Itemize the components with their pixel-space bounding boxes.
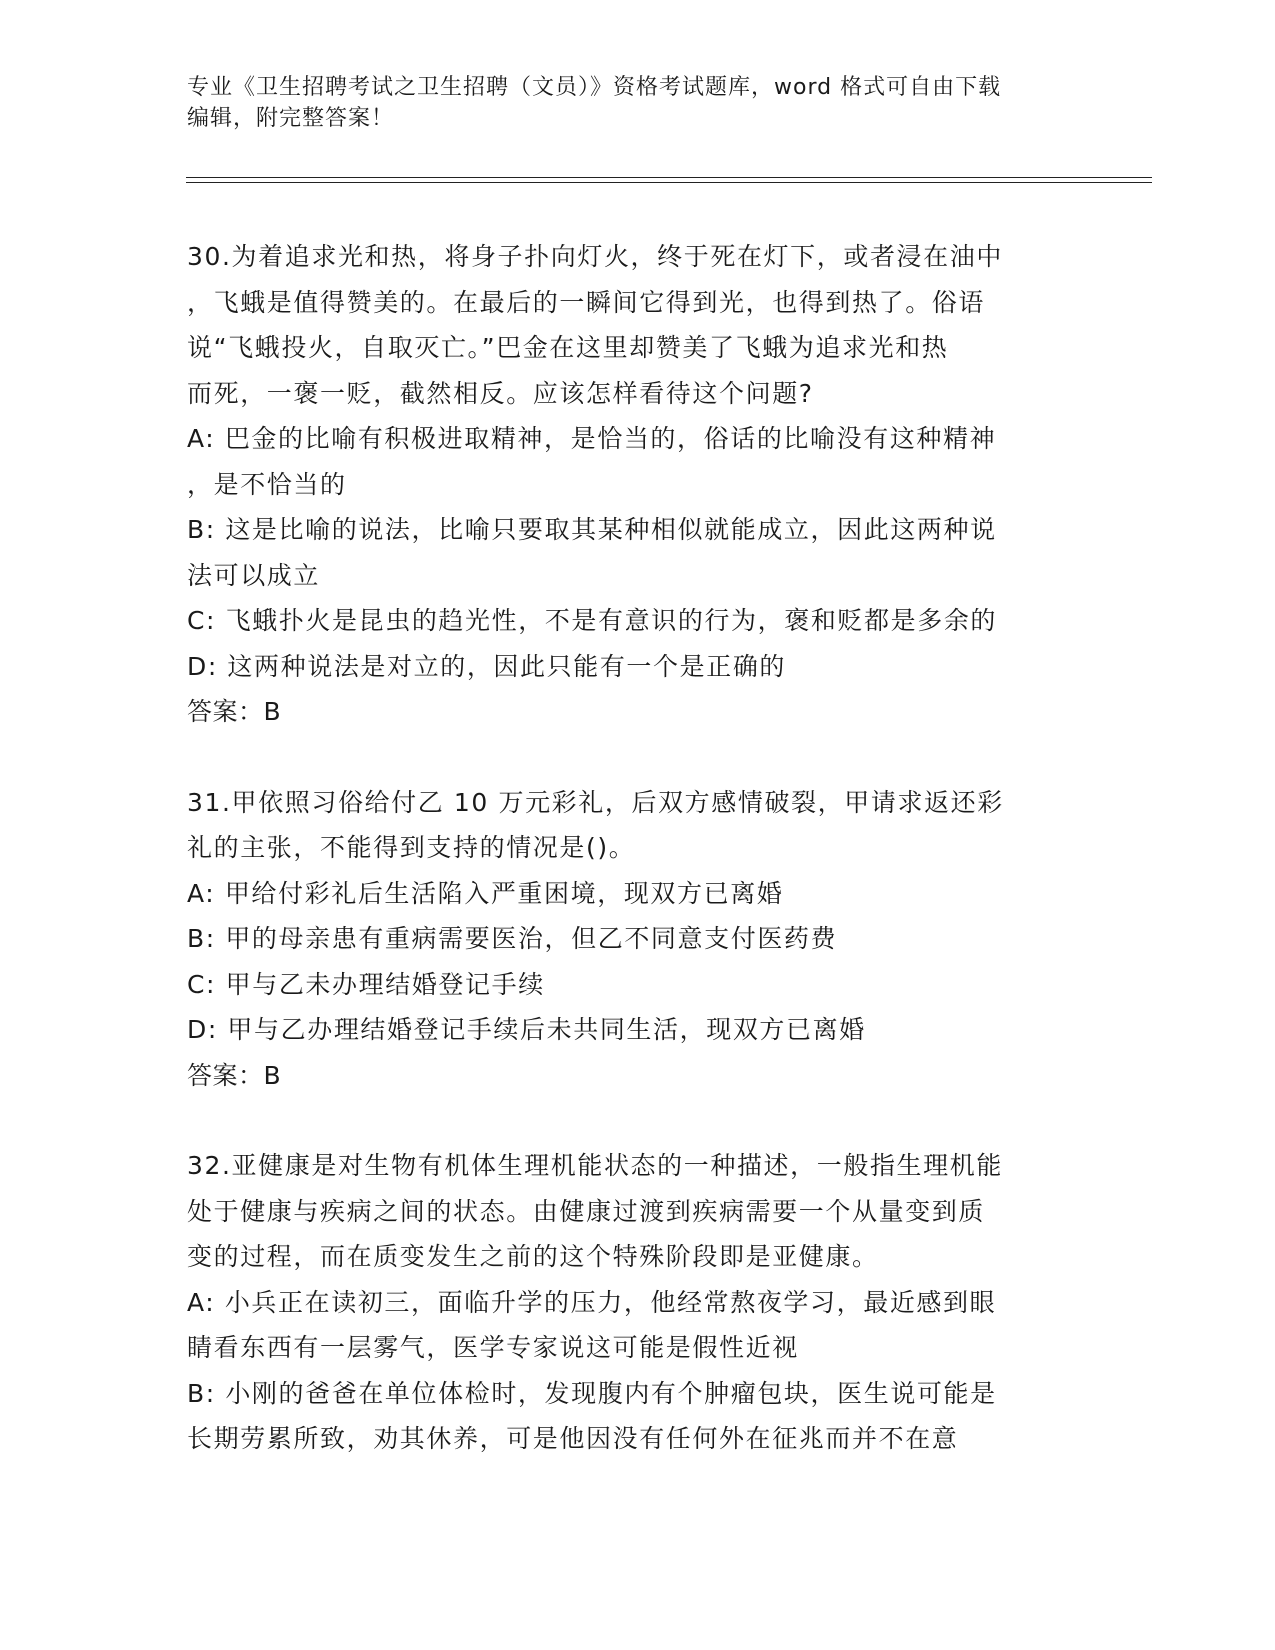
option-b: B: 小刚的爸爸在单位体检时，发现腹内有个肿瘤包块，医生说可能是 (187, 1378, 997, 1408)
option-a-continued: ，是不恰当的 (187, 469, 347, 499)
question-31 (187, 780, 1067, 1099)
header-line: 编辑，附完整答案！ (187, 106, 395, 131)
question-list (187, 234, 1067, 1462)
question-30 (187, 234, 1067, 735)
header-divider-bottom (186, 182, 1152, 183)
option-b: B: 这是比喻的说法，比喻只要取其某种相似就能成立，因此这两种说 (187, 515, 997, 544)
option-c: C: 甲与乙未办理结婚登记手续 (187, 969, 545, 999)
question-stem-line: 30.为着追求光和热，将身子扑向灯火，终于死在灯下，或者浸在油中 (187, 242, 1003, 271)
question-spacer (187, 1098, 1067, 1143)
option-a: A: 甲给付彩礼后生活陷入严重困境，现双方已离婚 (187, 878, 784, 908)
question-stem-line: 礼的主张，不能得到支持的情况是()。 (187, 833, 636, 862)
option-c: C: 飞蛾扑火是昆虫的趋光性，不是有意识的行为，褒和贬都是多余的 (187, 606, 998, 635)
question-stem-line: 31.甲依照习俗给付乙 10 万元彩礼，后双方感情破裂，甲请求返还彩 (187, 787, 1004, 817)
document-header (187, 72, 1067, 134)
question-stem-line: 处于健康与疾病之间的状态。由健康过渡到疾病需要一个从量变到质 (187, 1196, 986, 1226)
question-32 (187, 1143, 1067, 1462)
question-stem-line: 变的过程，而在质变发生之前的这个特殊阶段即是亚健康。 (187, 1242, 879, 1271)
option-a: A: 小兵正在读初三，面临升学的压力，他经常熬夜学习，最近感到眼 (187, 1287, 997, 1317)
option-b-continued: 法可以成立 (187, 560, 321, 590)
question-stem-line: ，飞蛾是值得赞美的。在最后的一瞬间它得到光，也得到热了。俗语 (187, 287, 986, 317)
question-spacer (187, 735, 1067, 780)
option-a: A: 巴金的比喻有积极进取精神，是恰当的，俗话的比喻没有这种精神 (187, 424, 997, 453)
question-stem-line: 32.亚健康是对生物有机体生理机能状态的一种描述，一般指生理机能 (187, 1151, 1003, 1180)
option-d: D: 这两种说法是对立的，因此只能有一个是正确的 (187, 651, 787, 681)
option-d: D: 甲与乙办理结婚登记手续后未共同生活，现双方已离婚 (187, 1015, 866, 1044)
option-a-continued: 睛看东西有一层雾气，医学专家说这可能是假性近视 (187, 1333, 799, 1362)
header-line: 专业《卫生招聘考试之卫生招聘（文员）》资格考试题库，word 格式可自由下载 (187, 75, 1002, 100)
answer-label: 答案：B (187, 1060, 282, 1090)
answer-label: 答案：B (187, 697, 282, 726)
question-stem-line: 说“飞蛾投火，自取灭亡。”巴金在这里却赞美了飞蛾为追求光和热 (187, 333, 949, 362)
option-b: B: 甲的母亲患有重病需要医治，但乙不同意支付医药费 (187, 924, 838, 953)
option-b-continued: 长期劳累所致，劝其休养，可是他因没有任何外在征兆而并不在意 (187, 1424, 959, 1453)
header-divider-top (186, 177, 1152, 178)
question-stem-line: 而死，一褒一贬，截然相反。应该怎样看待这个问题? (187, 378, 814, 408)
